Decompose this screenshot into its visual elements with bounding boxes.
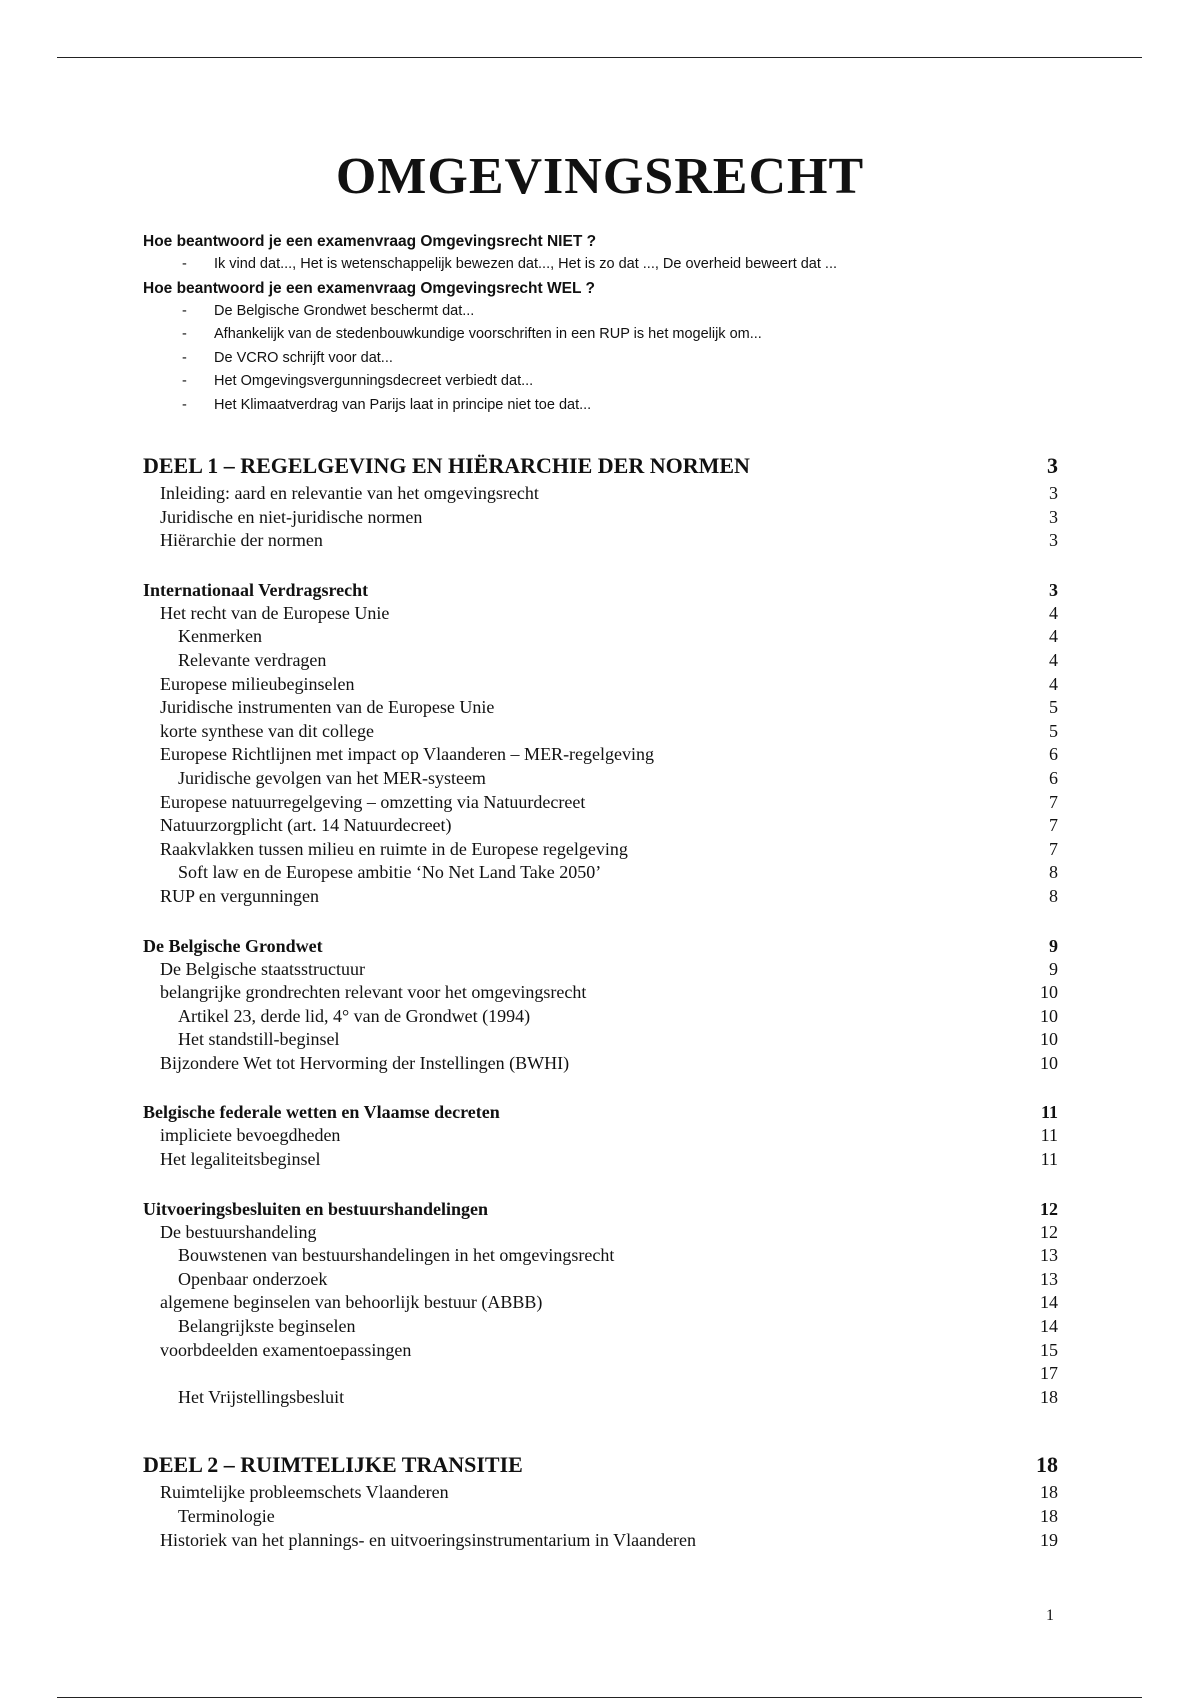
list-item [143, 253, 1103, 277]
toc-label: impliciete bevoegdheden [160, 1125, 341, 1146]
list-item [143, 370, 1103, 394]
toc-page-number: 6 [1049, 744, 1058, 765]
toc-label: Raakvlakken tussen milieu en ruimte in de Europese regelgeving [160, 838, 628, 859]
toc-page-number: 3 [1047, 453, 1058, 478]
toc-page-number: 4 [1049, 626, 1058, 647]
list-item-text: De VCRO schrijft voor dat... [214, 349, 393, 366]
toc-label: Bouwstenen van bestuurshandelingen in het omgevingsrecht [178, 1245, 615, 1266]
toc-page-number: 13 [1040, 1245, 1058, 1266]
toc-label: Het Vrijstellingsbesluit [178, 1386, 345, 1407]
toc-page-number: 10 [1040, 1052, 1058, 1073]
toc-spacer [143, 909, 1058, 934]
toc-label: DEEL 1 – REGELGEVING EN HIËRARCHIE DER NORMEN [143, 453, 750, 478]
toc-entry[interactable] [143, 1315, 1058, 1339]
list-item [143, 323, 1103, 347]
toc-label: Relevante verdragen [178, 649, 327, 670]
toc-chapter[interactable] [143, 1197, 1058, 1221]
toc-page-number: 14 [1040, 1316, 1058, 1337]
toc-label: korte synthese van dit college [160, 720, 374, 741]
list-item-text: Het Omgevingsvergunningsdecreet verbiedt dat... [214, 373, 534, 389]
toc-page-number: 3 [1049, 530, 1058, 551]
toc-entry[interactable] [143, 1148, 1058, 1172]
toc-label: Belangrijkste beginselen [178, 1316, 356, 1337]
toc-entry[interactable] [143, 506, 1058, 530]
toc-page-number: 15 [1040, 1339, 1058, 1360]
toc-page-number: 10 [1040, 1029, 1058, 1050]
list-item [143, 347, 1103, 371]
toc-label: Kenmerken [178, 626, 262, 647]
toc-label: RUP en vergunningen [160, 885, 319, 906]
list-item-text: Ik vind dat..., Het is wetenschappelijk bewezen dat..., Het is zo dat ..., De overheid beweert dat ... [214, 256, 838, 272]
toc-entry[interactable] [143, 1221, 1058, 1245]
toc-page-number: 13 [1040, 1268, 1058, 1289]
exam-guidance [143, 230, 1103, 417]
toc-entry[interactable] [143, 743, 1058, 767]
toc-entry[interactable] [143, 861, 1058, 885]
toc-label: Juridische en niet-juridische normen [160, 506, 423, 527]
toc-label: Uitvoeringsbesluiten en bestuurshandelingen [143, 1198, 489, 1219]
list-item-text: Afhankelijk van de stedenbouwkundige voorschriften in een RUP is het mogelijk om... [214, 326, 762, 342]
toc-entry[interactable] [143, 1505, 1058, 1529]
toc-page-number: 17 [1040, 1363, 1058, 1384]
list-item-text: De Belgische Grondwet beschermt dat... [214, 302, 475, 319]
toc-spacer [143, 553, 1058, 578]
toc-page-number: 4 [1049, 649, 1058, 670]
not-list [143, 253, 1103, 277]
toc-label: Europese natuurregelgeving – omzetting via Natuurdecreet [160, 791, 586, 812]
toc-entry[interactable] [143, 673, 1058, 697]
toc-label: Natuurzorgplicht (art. 14 Natuurdecreet) [160, 815, 452, 836]
toc-label: Terminologie [178, 1506, 275, 1526]
list-item [143, 394, 1103, 418]
toc-label: Artikel 23, derde lid, 4° van de Grondwet (1994) [178, 1005, 531, 1026]
toc-page-number: 7 [1049, 791, 1058, 812]
bullet-dash: - [182, 302, 187, 319]
toc-label: Het legaliteitsbeginsel [160, 1149, 321, 1170]
toc-entry[interactable] [143, 767, 1058, 791]
toc-entry[interactable] [143, 814, 1058, 838]
bullet-dash: - [182, 349, 187, 366]
toc-label: Het recht van de Europese Unie [160, 602, 390, 623]
toc-label: Europese Richtlijnen met impact op Vlaanderen – MER-regelgeving [160, 744, 655, 765]
toc-label: Hiërarchie der normen [160, 530, 323, 551]
toc-part-heading[interactable] [143, 1449, 1058, 1481]
toc-chapter[interactable] [143, 578, 1058, 602]
toc-entry[interactable] [143, 1386, 1058, 1410]
toc-entry[interactable] [143, 1268, 1058, 1292]
toc-page-number: 3 [1049, 506, 1058, 527]
question-yes: Hoe beantwoord je een examenvraag Omgevingsrecht WEL ? [143, 279, 595, 297]
toc-label: De bestuurshandeling [160, 1221, 317, 1242]
toc-page-number: 8 [1049, 885, 1058, 906]
toc-page-number: 3 [1049, 483, 1058, 503]
toc-page-number: 12 [1040, 1221, 1058, 1242]
toc-entry[interactable] [143, 1339, 1058, 1363]
toc-entry[interactable] [143, 1362, 1058, 1386]
toc-label: belangrijke grondrechten relevant voor het omgevingsrecht [160, 982, 587, 1003]
toc-label: Belgische federale wetten en Vlaamse decreten [143, 1102, 500, 1123]
table-of-contents [143, 450, 1058, 1552]
toc-chapter[interactable] [143, 934, 1058, 958]
toc-entry[interactable] [143, 529, 1058, 553]
toc-page-number: 9 [1049, 935, 1058, 956]
toc-entry[interactable] [143, 602, 1058, 626]
toc-page-number: 10 [1040, 982, 1058, 1003]
toc-label: DEEL 2 – RUIMTELIJKE TRANSITIE [143, 1452, 523, 1478]
toc-label: Inleiding: aard en relevantie van het omgevingsrecht [160, 483, 539, 503]
toc-page-number: 10 [1040, 1005, 1058, 1026]
toc-page-number: 18 [1040, 1386, 1058, 1407]
toc-entry[interactable] [143, 482, 1058, 506]
toc-entry[interactable] [143, 1529, 1058, 1553]
toc-label: Internationaal Verdragsrecht [143, 579, 369, 600]
toc-page-number: 18 [1036, 1452, 1058, 1478]
bullet-dash: - [182, 326, 187, 342]
toc-page-number: 11 [1040, 1102, 1058, 1123]
toc-entry[interactable] [143, 1124, 1058, 1148]
toc-spacer [143, 1172, 1058, 1197]
bullet-dash: - [182, 396, 187, 413]
toc-page-number: 8 [1049, 862, 1058, 883]
toc-chapter[interactable] [143, 1100, 1058, 1124]
toc-label: Historiek van het plannings- en uitvoeringsinstrumentarium in Vlaanderen [160, 1529, 697, 1550]
toc-page-number: 5 [1049, 697, 1058, 718]
bullet-dash: - [182, 373, 187, 389]
toc-entry[interactable] [143, 1244, 1058, 1268]
list-item [143, 300, 1103, 324]
toc-page-number: 14 [1040, 1292, 1058, 1313]
toc-page-number: 5 [1049, 720, 1058, 741]
toc-page-number: 18 [1040, 1482, 1058, 1503]
footer-rule [57, 1697, 1142, 1698]
yes-list [143, 300, 1103, 418]
toc-page-number: 11 [1040, 1149, 1058, 1170]
toc-page-number: 7 [1049, 838, 1058, 859]
toc-page-number: 6 [1049, 767, 1058, 788]
toc-page-number: 11 [1040, 1125, 1058, 1146]
toc-entry[interactable] [143, 649, 1058, 673]
toc-page-number: 7 [1049, 815, 1058, 836]
toc-page-number: 3 [1049, 579, 1058, 600]
toc-page-number: 4 [1049, 673, 1058, 694]
toc-entry[interactable] [143, 791, 1058, 815]
toc-label: Het standstill-beginsel [178, 1029, 340, 1050]
toc-entry[interactable] [143, 958, 1058, 982]
toc-label: Juridische instrumenten van de Europese Unie [160, 697, 495, 718]
toc-entry[interactable] [143, 720, 1058, 744]
toc-label: Soft law en de Europese ambitie ‘No Net Land Take 2050’ [178, 862, 602, 883]
toc-page-number: 12 [1040, 1198, 1058, 1219]
toc-page-number: 4 [1049, 602, 1058, 623]
toc-spacer [143, 1075, 1058, 1100]
toc-entry[interactable] [143, 1481, 1058, 1505]
toc-entry[interactable] [143, 1028, 1058, 1052]
toc-label: De Belgische staatsstructuur [160, 958, 365, 979]
document-title: OMGEVINGSRECHT [335, 148, 865, 205]
list-item-text: Het Klimaatverdrag van Parijs laat in principe niet toe dat... [214, 396, 592, 413]
toc-label: Juridische gevolgen van het MER-systeem [178, 767, 486, 788]
toc-label: Openbaar onderzoek [178, 1268, 328, 1289]
toc-label: voorbdeelden examentoepassingen [160, 1339, 412, 1360]
toc-label: Bijzondere Wet tot Hervorming der Instellingen (BWHI) [160, 1052, 570, 1073]
toc-part-heading[interactable] [143, 450, 1058, 482]
toc-entry[interactable] [143, 1005, 1058, 1029]
toc-page-number: 18 [1040, 1506, 1058, 1526]
bullet-dash: - [182, 256, 187, 272]
toc-label: Europese milieubeginselen [160, 673, 355, 694]
toc-entry[interactable] [143, 981, 1058, 1005]
toc-page-number: 19 [1040, 1529, 1058, 1550]
toc-label: De Belgische Grondwet [143, 935, 323, 956]
header-rule [57, 57, 1142, 58]
toc-entry[interactable] [143, 625, 1058, 649]
toc-label: algemene beginselen van behoorlijk bestuur (ABBB) [160, 1292, 543, 1313]
question-not: Hoe beantwoord je een examenvraag Omgevingsrecht NIET ? [143, 233, 597, 250]
toc-entry[interactable] [143, 885, 1058, 909]
toc-spacer [143, 1409, 1058, 1449]
toc-entry[interactable] [143, 1052, 1058, 1076]
page-number: 1 [1046, 1607, 1054, 1624]
toc-page-number: 9 [1049, 958, 1058, 979]
toc-label: Ruimtelijke probleemschets Vlaanderen [160, 1482, 449, 1503]
toc-entry[interactable] [143, 838, 1058, 862]
toc-entry[interactable] [143, 696, 1058, 720]
toc-entry[interactable] [143, 1291, 1058, 1315]
